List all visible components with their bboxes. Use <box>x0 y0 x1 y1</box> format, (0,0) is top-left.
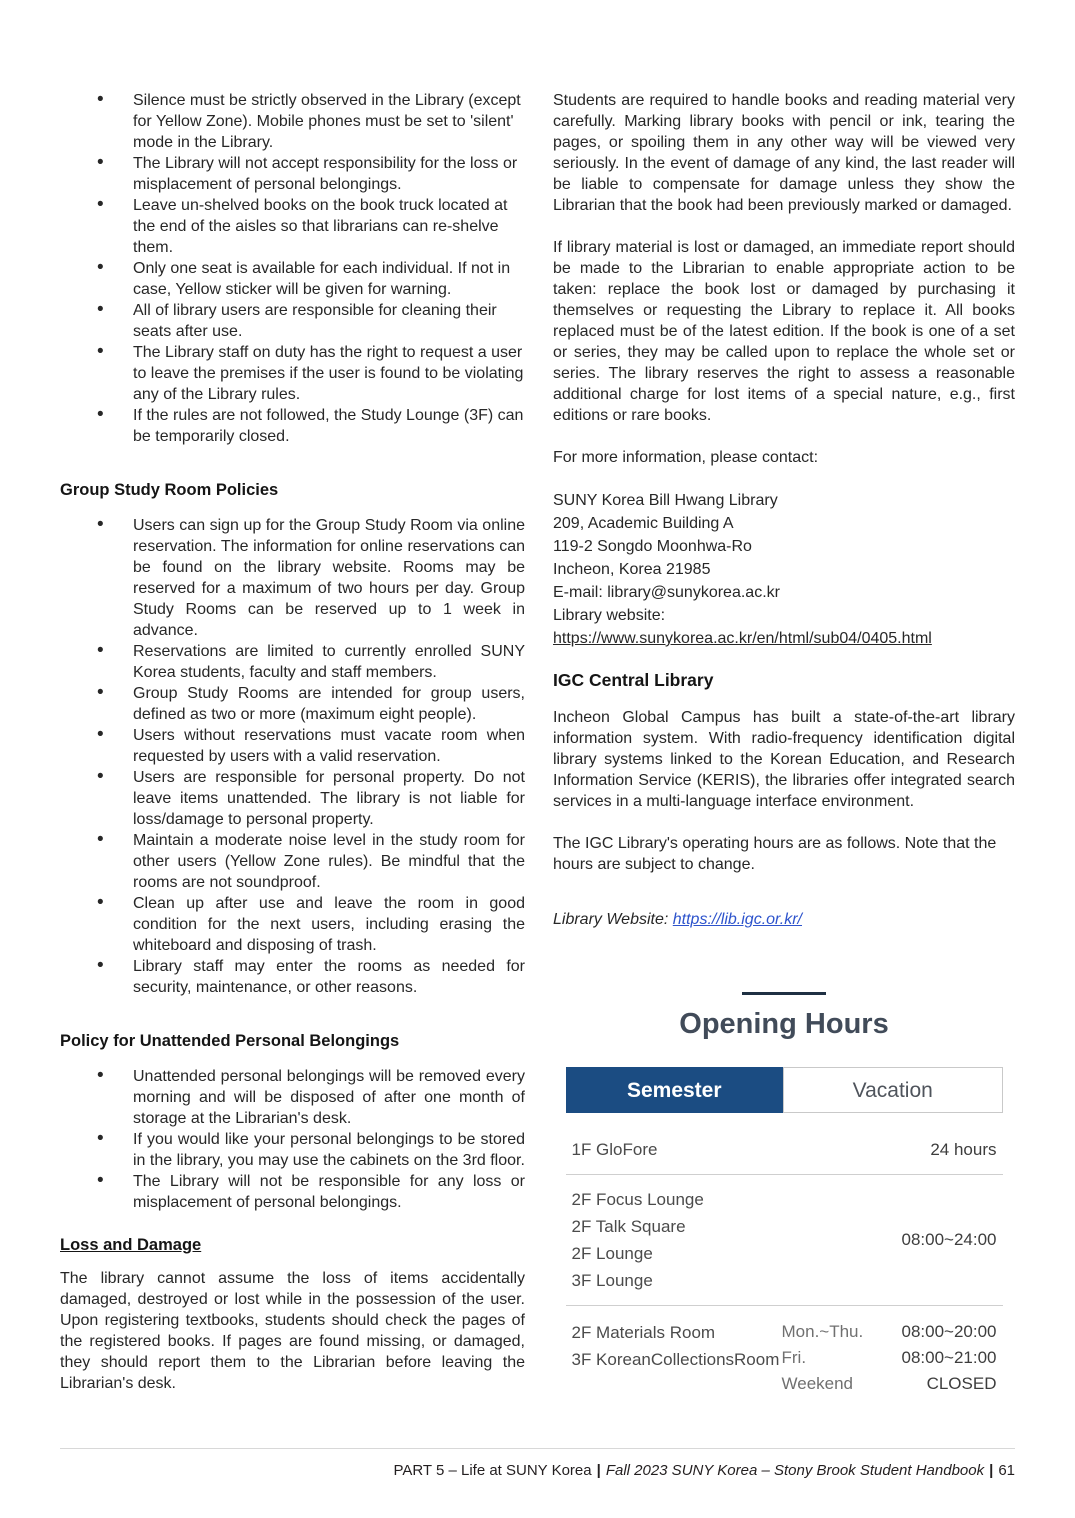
library-rules-list <box>60 90 525 447</box>
tab-semester[interactable]: Semester <box>566 1067 784 1113</box>
location-cell-value: 2F Lounge <box>571 1244 653 1263</box>
footer-separator: | <box>596 1462 601 1479</box>
location-cell-value: 3F KoreanCollectionsRoom <box>571 1350 780 1369</box>
opening-hours-row <box>566 1125 1003 1175</box>
loss-and-damage-paragraph: The library cannot assume the loss of items accidentally damaged, destroyed or lost while in the possession of the user. Upon registering textbooks, students should check the pages of the registered books. If pages are found missing, or damaged, they should report them to the Librarian before leaving the Librarian's desk. <box>60 1270 525 1392</box>
heading-unattended-belongings: Policy for Unattended Personal Belongings <box>60 1032 400 1050</box>
days-cell-value: Fri. <box>781 1348 807 1367</box>
left-column <box>60 90 525 1415</box>
opening-hours-title: Opening Hours <box>679 1008 889 1040</box>
location-cell-value: 2F Focus Lounge <box>571 1190 704 1209</box>
list-item: • Group Study Rooms are intended for group users, defined as two or more (maximum eight people). <box>60 683 525 725</box>
opening-hours-tabs <box>566 1067 1003 1113</box>
contact-line: 119-2 Songdo Moonhwa-Ro <box>553 538 752 555</box>
group-study-room-list <box>60 515 525 998</box>
heading-group-study-room-policies: Group Study Room Policies <box>60 481 279 499</box>
list-item: • Leave un-shelved books on the book truck located at the end of the aisles so that librarians can re-shelve them. <box>60 195 525 258</box>
handle-books-paragraph: Students are required to handle books and reading material very carefully. Marking library books with pencil or ink, tearing the pages, or spoiling them in any other way will be viewed very seriously. In the event of damage of any kind, the last reader will be liable to compensate for damage unless they show the Librarian that the book had been previously marked or damaged. <box>553 92 1015 214</box>
contact-address-block <box>553 489 1015 627</box>
footer-page-number: 61 <box>998 1462 1015 1479</box>
location-cell-value: 3F Lounge <box>571 1271 653 1290</box>
right-column <box>553 90 1015 1415</box>
sunykorea-library-link[interactable]: https://www.sunykorea.ac.kr/en/html/sub04/0405.html <box>553 630 932 647</box>
list-item: • The Library will not be responsible for any loss or misplacement of personal belongings. <box>60 1171 525 1213</box>
list-item: • The Library will not accept responsibility for the loss or misplacement of personal belongings. <box>60 153 525 195</box>
footer-separator: | <box>989 1462 994 1479</box>
opening-hours-row <box>566 1175 1003 1306</box>
contact-line: Library website: <box>553 607 666 624</box>
igc-website-label: Library Website: <box>553 911 669 928</box>
list-item: • Clean up after use and leave the room in good condition for the next users, including erasing the whiteboard and disposing of trash. <box>60 893 525 956</box>
times-cell-value: 08:00~20:00 <box>901 1322 997 1341</box>
lost-material-paragraph: If library material is lost or damaged, an immediate report should be made to the Librarian to enable appropriate action to be taken: replace the book lost or damaged by purchasing it themselves or requesting the Library to replace it. All books replaced must be of the latest edition. If the book is one of a set or series, they may be called upon to replace the whole set or series. The library reserves the right to assess a reasonable additional charge for lost items of a special nature, e.g., first editions or rare books. <box>553 239 1015 424</box>
heading-loss-and-damage: Loss and Damage <box>60 1236 202 1254</box>
list-item: • Reservations are limited to currently enrolled SUNY Korea students, faculty and staff members. <box>60 641 525 683</box>
contact-line: E-mail: library@sunykorea.ac.kr <box>553 584 780 601</box>
opening-hours-row <box>566 1306 1003 1410</box>
operating-hours-paragraph: The IGC Library's operating hours are as follows. Note that the hours are subject to change. <box>553 835 997 873</box>
list-item: • If the rules are not followed, the Study Lounge (3F) can be temporarily closed. <box>60 405 525 447</box>
list-item: • Only one seat is available for each individual. If not in case, Yellow sticker will be given for warning. <box>60 258 525 300</box>
location-cell-value: 1F GloFore <box>571 1140 658 1159</box>
location-cell-value: 2F Talk Square <box>571 1217 686 1236</box>
list-item: • Unattended personal belongings will be removed every morning and will be disposed of after one month of storage at the Librarian's desk. <box>60 1066 525 1129</box>
location-cell <box>572 1186 782 1294</box>
list-item: • Silence must be strictly observed in the Library (except for Yellow Zone). Mobile phones must be set to 'silent' mode in the Library. <box>60 90 525 153</box>
footer <box>60 1448 1015 1481</box>
list-item: • All of library users are responsible for cleaning their seats after use. <box>60 300 525 342</box>
footer-part-label: PART 5 – Life at SUNY Korea <box>393 1462 592 1479</box>
contact-line: Incheon, Korea 21985 <box>553 561 711 578</box>
list-item: • Library staff may enter the rooms as needed for security, maintenance, or other reasons. <box>60 956 525 998</box>
times-cell-value: 24 hours <box>930 1139 997 1159</box>
list-item: • Maintain a moderate noise level in the study room for other users (Yellow Zone rules). Be mindful that the rooms are not soundproof. <box>60 830 525 893</box>
igc-website-link[interactable]: https://lib.igc.or.kr/ <box>672 911 802 928</box>
list-item: • Users without reservations must vacate room when requested by users with a valid reservation. <box>60 725 525 767</box>
location-cell <box>572 1319 782 1373</box>
location-cell <box>572 1136 782 1163</box>
library-website-line <box>553 627 1015 650</box>
igc-library-paragraph: Incheon Global Campus has built a state-of-the-art library information system. With radio-frequency identification digital library systems linked to the Korean Education, and Research Information Service (KERIS), the libraries offer integrated search services in a multi-language interface environment. <box>553 709 1015 810</box>
times-cell-value: CLOSED <box>926 1374 997 1393</box>
unattended-belongings-list <box>60 1066 525 1213</box>
times-cell <box>887 1227 997 1253</box>
list-item: • Users are responsible for personal property. Do not leave items unattended. The library is not liable for loss/damage to personal property. <box>60 767 525 830</box>
times-cell-value: 08:00~24:00 <box>901 1230 997 1249</box>
days-cell-value: Mon.~Thu. <box>781 1322 864 1341</box>
times-cell <box>887 1319 997 1397</box>
footer-handbook-title: Fall 2023 SUNY Korea – Stony Brook Student Handbook <box>605 1462 985 1479</box>
location-cell-value: 2F Materials Room <box>571 1323 716 1342</box>
list-item: • If you would like your personal belongings to be stored in the library, you may use the cabinets on the 3rd floor. <box>60 1129 525 1171</box>
title-accent-bar <box>742 992 826 995</box>
times-cell-value: 08:00~21:00 <box>901 1348 997 1367</box>
days-cell-value: Weekend <box>781 1374 854 1393</box>
contact-line: 209, Academic Building A <box>553 515 734 532</box>
times-cell <box>887 1137 997 1163</box>
heading-igc-central-library: IGC Central Library <box>553 670 714 690</box>
list-item: • Users can sign up for the Group Study Room via online reservation. The information for online reservations can be found on the library website. Rooms may be reserved for a maximum of two hours per day. Group Study Rooms can be reserved up to 1 week in advance. <box>60 515 525 641</box>
opening-hours-widget <box>566 992 1003 1410</box>
igc-website-line <box>553 909 1015 930</box>
days-cell <box>782 1319 887 1397</box>
tab-vacation[interactable]: Vacation <box>783 1067 1003 1113</box>
contact-line: SUNY Korea Bill Hwang Library <box>553 492 778 509</box>
list-item: • The Library staff on duty has the right to request a user to leave the premises if the user is found to be violating any of the Library rules. <box>60 342 525 405</box>
contact-intro: For more information, please contact: <box>553 449 819 466</box>
opening-hours-table <box>566 1125 1003 1410</box>
